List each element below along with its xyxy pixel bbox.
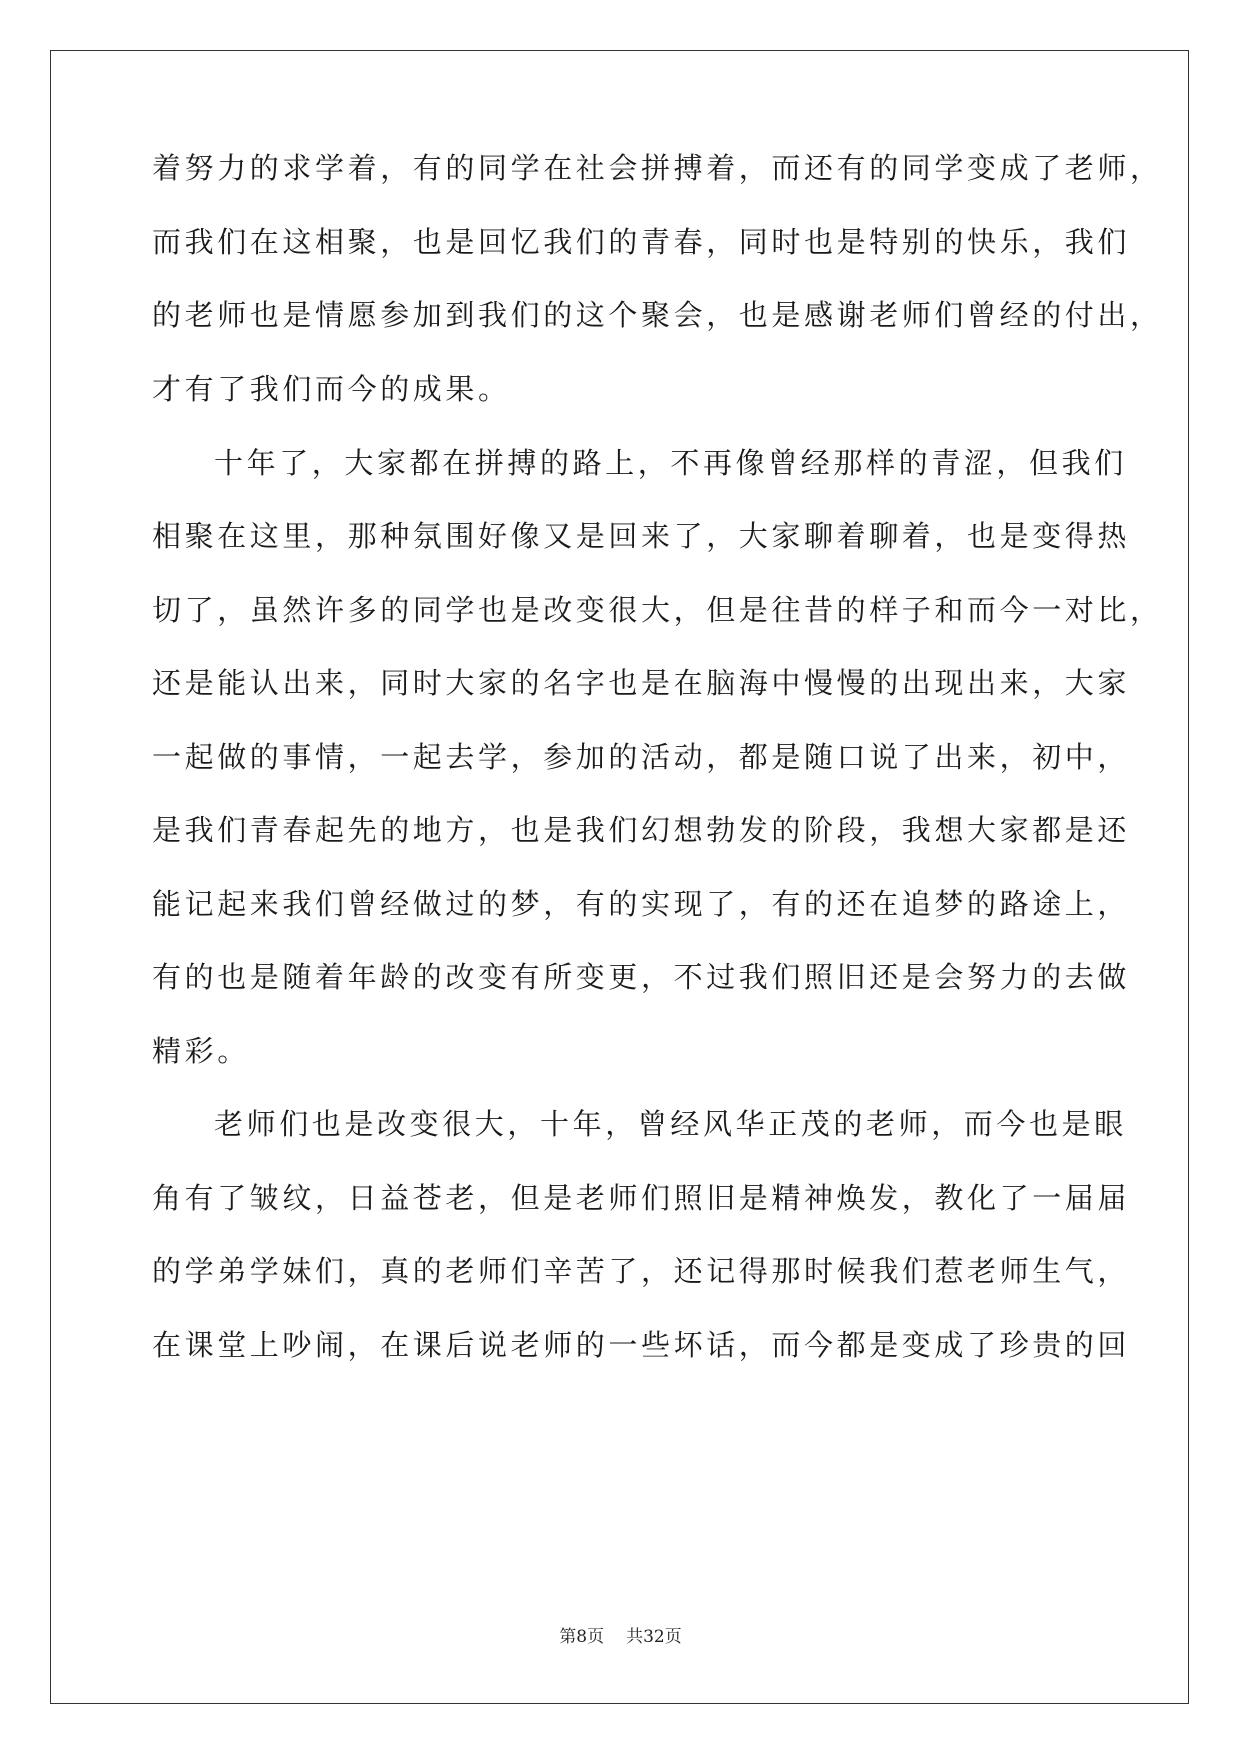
current-page-number: 第8页 (559, 1627, 605, 1647)
text-line: 而我们在这相聚，也是回忆我们的青春，同时也是特别的快乐，我们 (152, 225, 1131, 259)
text-line: 在课堂上吵闹，在课后说老师的一些坏话，而今都是变成了珍贵的回 (152, 1328, 1131, 1362)
paragraph-first-line: 十年了，大家都在拼搏的路上，不再像曾经那样的青涩，但我们 (214, 446, 1127, 480)
text-line: 能记起来我们曾经做过的梦，有的实现了，有的还在追梦的路途上， (152, 887, 1131, 921)
text-line: 精彩。 (152, 1034, 250, 1068)
text-line: 是我们青春起先的地方，也是我们幻想勃发的阶段，我想大家都是还 (152, 813, 1131, 847)
text-line: 才有了我们而今的成果。 (152, 372, 511, 406)
text-line: 相聚在这里，那种氛围好像又是回来了，大家聊着聊着，也是变得热 (152, 519, 1131, 553)
paragraph-first-line: 老师们也是改变很大，十年，曾经风华正茂的老师，而今也是眼 (214, 1107, 1127, 1141)
total-page-count: 共32页 (626, 1627, 682, 1647)
text-line: 的老师也是情愿参加到我们的这个聚会，也是感谢老师们曾经的付出， (152, 298, 1163, 332)
text-line: 角有了皱纹，日益苍老，但是老师们照旧是精神焕发，教化了一届届 (152, 1181, 1131, 1215)
text-line: 着努力的求学着，有的同学在社会拼搏着，而还有的同学变成了老师， (152, 151, 1163, 185)
text-line: 一起做的事情，一起去学，参加的活动，都是随口说了出来，初中， (152, 740, 1131, 774)
text-line: 切了，虽然许多的同学也是改变很大，但是往昔的样子和而今一对比， (152, 593, 1163, 627)
text-line: 的学弟学妹们，真的老师们辛苦了，还记得那时候我们惹老师生气， (152, 1254, 1131, 1288)
text-line: 还是能认出来，同时大家的名字也是在脑海中慢慢的出现出来，大家 (152, 666, 1131, 700)
text-line: 有的也是随着年龄的改变有所变更，不过我们照旧还是会努力的去做 (152, 960, 1131, 994)
page-footer (0, 1626, 1241, 1648)
